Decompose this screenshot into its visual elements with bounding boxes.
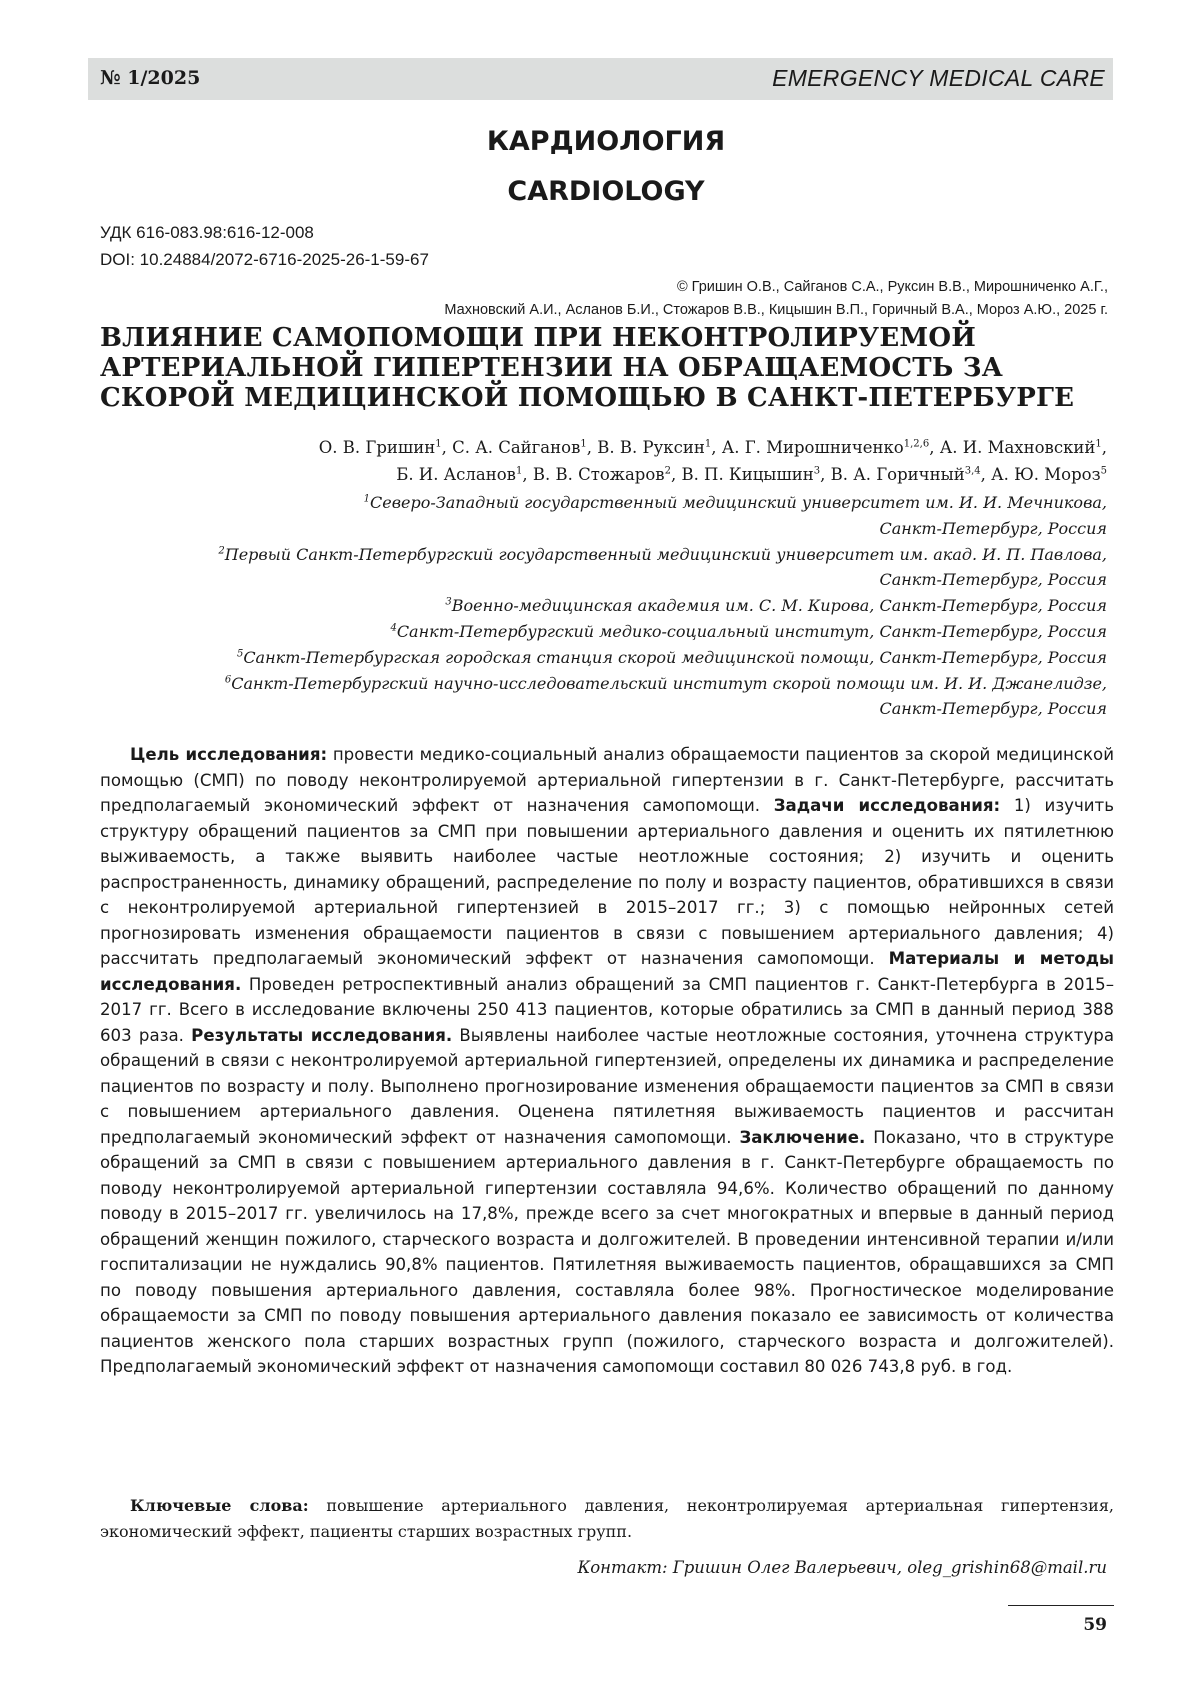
author-separator: , (441, 438, 453, 457)
affiliation-text: Санкт-Петербургская городская станция скорой медицинской помощи, Санкт-Петербург, Россия (243, 647, 1107, 667)
author-separator: , (586, 438, 598, 457)
footer-rule (1008, 1605, 1114, 1606)
affiliation-text: Санкт-Петербургский медико-социальный институт, Санкт-Петербург, Россия (396, 621, 1107, 641)
affiliation-city: Санкт-Петербург, Россия (879, 699, 1107, 719)
copyright-line: Махновский А.И., Асланов Б.И., Стожаров В.В., Кицышин В.П., Горичный В.А., Мороз А.Ю., 2025 г. (444, 302, 1108, 318)
doi: DOI: 10.24884/2072-6716-2025-26-1-59-67 (100, 250, 429, 269)
affiliation-sup: 3 (445, 596, 452, 608)
author: В. В. Стожаров (532, 465, 665, 484)
section-title-en: CARDIOLOGY (507, 176, 705, 207)
affiliation-sup: 5 (236, 648, 244, 660)
affiliation-text: Северо-Западный государственный медицинский университет им. И. И. Мечникова, (370, 493, 1107, 512)
author-separator: , (522, 465, 533, 484)
author-affiliation-sup: 1 (435, 438, 442, 450)
author-separator: , (980, 465, 992, 484)
authors-line (319, 434, 1107, 461)
affiliation-text: Военно-медицинская академия им. С. М. Кирова, Санкт-Петербург, Россия (451, 596, 1107, 616)
affiliation-text: Санкт-Петербургский научно-исследовательский институт скорой помощи им. И. И. Джанелидзе, (231, 673, 1107, 693)
abstract-conclusion-label: Заключение. (739, 1127, 866, 1147)
author-separator: , (1101, 438, 1107, 457)
affiliation-sup: 1 (363, 493, 370, 505)
author-separator: , (820, 465, 831, 484)
abstract-aim: провести медико-социальный анализ обращаемости пациентов за скорой медицинской помощью (СМП) по поводу неконтролируемой артериальной гипертензии в г. Санкт-Петербурге, рассчитать предполагаемый экономический эффект от назначения самопомощи. (100, 745, 1114, 815)
author: С. А. Сайганов (452, 438, 581, 457)
affiliation-city: Санкт-Петербург, Россия (879, 570, 1107, 590)
author: О. В. Гришин (318, 438, 436, 457)
abstract-tasks-label: Задачи исследования: (773, 796, 1001, 815)
abstract-methods: Проведен ретроспективный анализ обращений за СМП пациентов г. Санкт-Петербурга в 2015–2017 гг. Всего в исследование включены 250 413 пациентов, которые обратились за СМП в данный период 388 603 раза. (100, 974, 1114, 1045)
author-separator: , (711, 438, 722, 457)
page-number: 59 (1083, 1615, 1107, 1635)
copyright-notice (444, 276, 1108, 322)
keywords-label: Ключевые слова: (130, 1496, 309, 1515)
copyright-line: © Гришин О.В., Сайганов С.А., Руксин В.В., Мирошниченко А.Г., (676, 279, 1108, 295)
abstract-aim-label: Цель исследования: (130, 745, 328, 764)
abstract-results-label: Результаты исследования. (191, 1025, 453, 1045)
abstract-results: Выявлены наиболее частые неотложные состояния, уточнена структура обращений в связи с неконтролируемой артериальной гипертензией, определены их динамика и распределение пациентов по возрасту и полу. Выполнено прогнозирование изменения обращаемости пациентов за СМП в связи с повышением артериального давления. Оценена пятилетняя выживаемость пациентов и рассчитан предполагаемый экономический эффект от назначения самопомощи. (100, 1025, 1114, 1147)
author-affiliation-sup: 1,2,6 (903, 438, 930, 450)
author-affiliation-sup: 1 (515, 465, 523, 477)
author-affiliation-sup: 1 (1095, 438, 1102, 450)
author: Б. И. Асланов (396, 465, 516, 484)
author: В. В. Руксин (597, 438, 705, 457)
author: В. П. Кицышин (681, 465, 814, 484)
affiliation-text: Первый Санкт-Петербургский государственный медицинский университет им. акад. И. П. Павлова, (224, 544, 1107, 564)
contact-info: Контакт: Гришин Олег Валерьевич, oleg_grishin68@mail.ru (577, 1558, 1107, 1577)
keywords (100, 1493, 1114, 1544)
affiliation (218, 619, 1107, 645)
author-separator: , (929, 438, 940, 457)
author-affiliation-sup: 2 (664, 465, 671, 477)
author: А. Г. Мирошниченко (721, 438, 904, 457)
affiliation (218, 542, 1107, 568)
author-affiliation-sup: 3,4 (964, 465, 981, 477)
article-title: ВЛИЯНИЕ САМОПОМОЩИ ПРИ НЕКОНТРОЛИРУЕМОЙ АРТЕРИАЛЬНОЙ ГИПЕРТЕНЗИИ НА ОБРАЩАЕМОСТЬ ЗА СКОРОЙ МЕДИЦИНСКОЙ ПОМОЩЬЮ В САНКТ-ПЕТЕРБУРГЕ (100, 323, 1075, 413)
author-affiliation-sup: 3 (813, 465, 821, 477)
affiliation (218, 490, 1107, 516)
abstract-conclusion: Показано, что в структуре обращений за СМП в связи с повышением артериального давления в г. Санкт-Петербурге обращаемость по поводу неконтролируемой артериальной гипертензии составляла 94,6%. Количество обращений по данному поводу в 2015–2017 гг. увеличилось на 17,8%, прежде всего за счет многократных и впервые в данный период обращений женщин пожилого, старческого возраста и долгожителей. В проведении интенсивной терапии и/или госпитализации не нуждались 90,8% пациентов. Пятилетняя выживаемость пациентов, обращавшихся за СМП по поводу повышения артериального давления, составляла более 98%. Прогностическое моделирование обращаемости за СМП по поводу повышения артериального давления показало ее зависимость от количества пациентов женского пола старших возрастных групп (пожилого, старческого возраста и долгожителей). Предполагаемый экономический эффект от назначения самопомощи составил 80 026 743,8 руб. в год. (100, 1127, 1115, 1376)
affiliation-sup: 4 (390, 622, 397, 634)
keywords-text: повышение артериального давления, неконтролируемая артериальная гипертензия, экономический эффект, пациенты старших возрастных групп. (100, 1496, 1114, 1541)
author-affiliation-sup: 1 (704, 438, 712, 450)
author-separator: , (670, 465, 682, 484)
author: А. И. Махновский (939, 438, 1096, 457)
affiliation (218, 671, 1107, 697)
journal-name: EMERGENCY MEDICAL CARE (772, 65, 1105, 91)
author: В. А. Горичный (830, 465, 965, 484)
section-title-ru: КАРДИОЛОГИЯ (486, 126, 726, 157)
abstract-tasks: 1) изучить структуру обращений пациентов за СМП при повышении артериального давления и оценить их пятилетнюю выживаемость, а также выявить наиболее частые неотложные состояния; 2) изучить и оценить распространенность, динамику обращений, распределение по полу и возрасту пациентов, обратившихся в связи с неконтролируемой артериальной гипертензией в 2015–2017 гг.; 3) с помощью нейронных сетей прогнозировать изменения обращаемости пациентов в связи с повышением артериального давления; 4) рассчитать предполагаемый экономический эффект от назначения самопомощи. (100, 796, 1114, 968)
abstract-methods-label: Материалы и методы исследования. (100, 949, 1115, 994)
authors-list (319, 434, 1107, 488)
affiliation-sup: 2 (218, 545, 225, 557)
affiliations-list (218, 490, 1107, 722)
author-affiliation-sup: 1 (580, 438, 587, 450)
udk-code: УДК 616-083.98:616-12-008 (100, 223, 314, 242)
authors-line (319, 461, 1107, 488)
abstract (100, 742, 1114, 1380)
affiliation-sup: 6 (224, 674, 232, 686)
affiliation (218, 593, 1107, 619)
author: А. Ю. Мороз (991, 465, 1101, 484)
issue-number: № 1/2025 (100, 67, 201, 89)
affiliation-city: Санкт-Петербург, Россия (879, 518, 1107, 538)
author-affiliation-sup: 5 (1100, 465, 1107, 477)
affiliation (218, 645, 1107, 671)
